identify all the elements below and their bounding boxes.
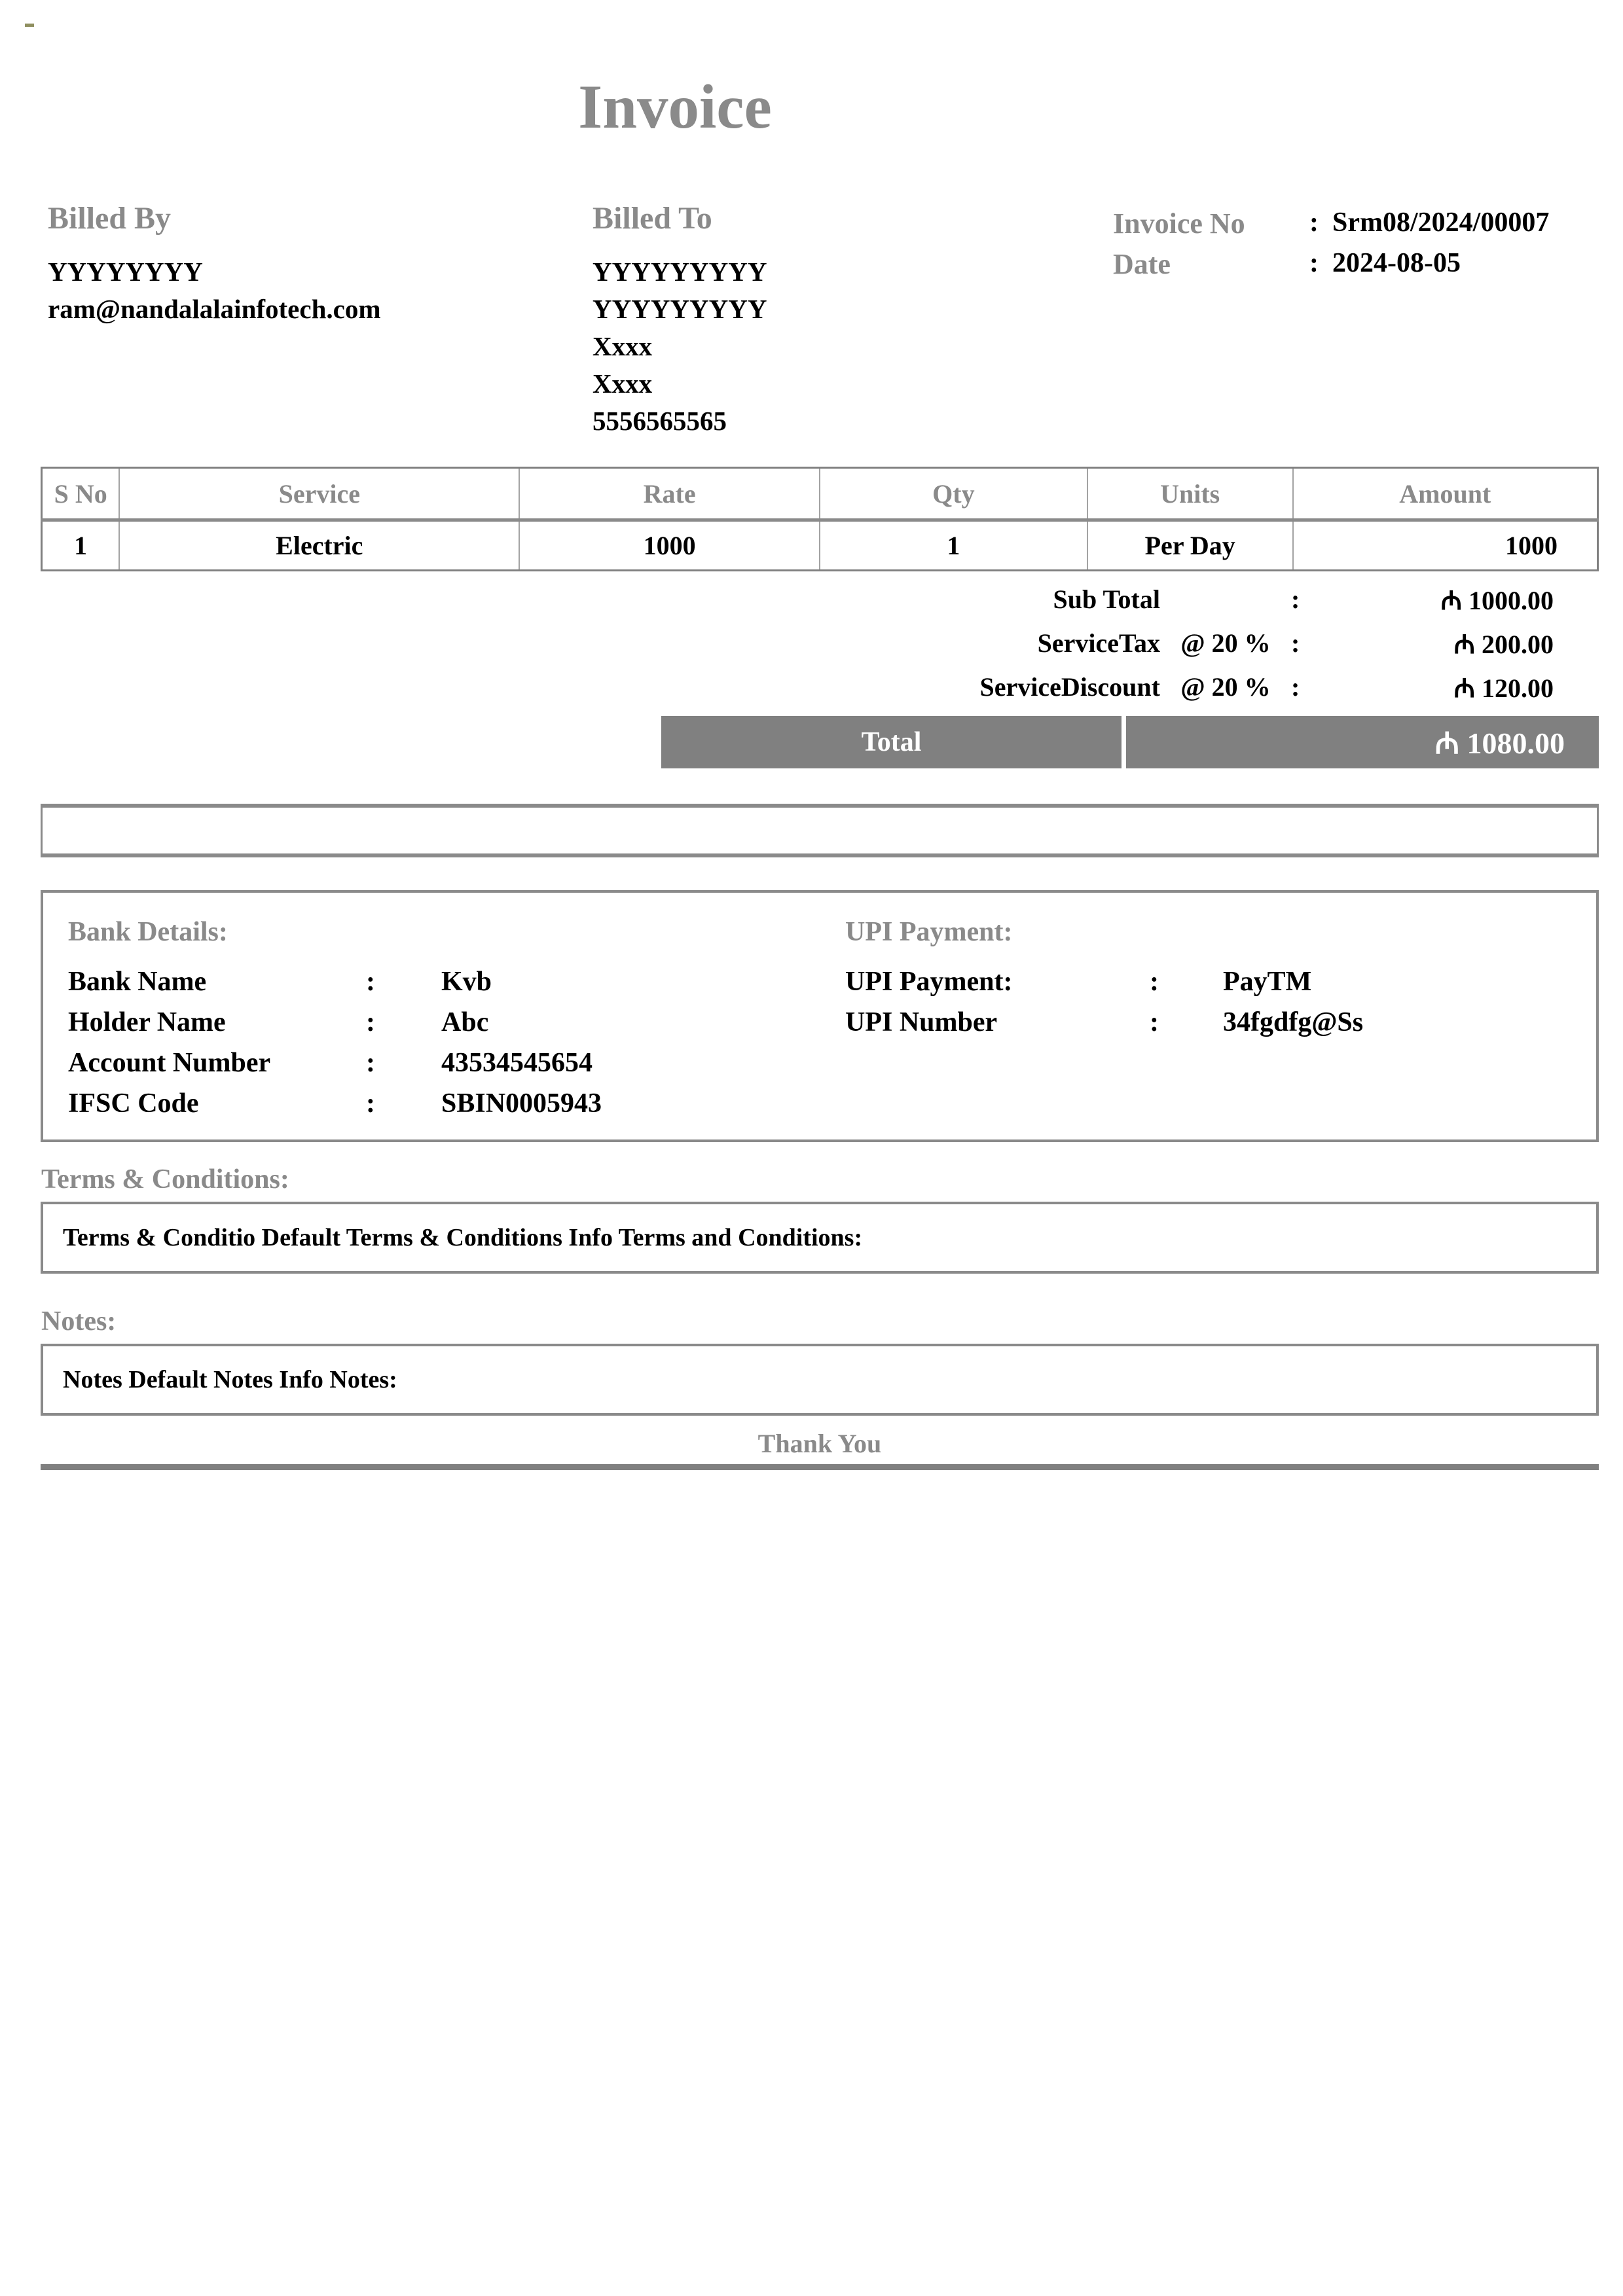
cell-amount: 1000 bbox=[1293, 520, 1598, 571]
empty-box bbox=[41, 804, 1599, 857]
header-service: Service bbox=[119, 468, 519, 520]
service-discount-rate: @ 20 % bbox=[1180, 672, 1271, 702]
service-discount-amount: ₼ 120.00 bbox=[1453, 673, 1554, 703]
subtotal-separator: : bbox=[1291, 584, 1300, 614]
upi-payment-row bbox=[845, 966, 1596, 1007]
billed-by-email: ram@nandalalainfotech.com bbox=[48, 294, 381, 324]
cell-sno: 1 bbox=[42, 520, 120, 571]
account-number-separator: : bbox=[366, 1048, 375, 1078]
upi-payment-separator: : bbox=[1150, 967, 1159, 997]
service-discount-row bbox=[695, 665, 1599, 709]
upi-number-value: 34fgdfg@Ss bbox=[1223, 1007, 1364, 1037]
header-qty: Qty bbox=[820, 468, 1087, 520]
billed-by-name: YYYYYYYY bbox=[48, 257, 203, 287]
total-label: Total bbox=[861, 727, 922, 757]
total-label-cell bbox=[661, 716, 1122, 768]
notes-heading: Notes: bbox=[41, 1306, 117, 1336]
service-tax-amount: ₼ 200.00 bbox=[1453, 630, 1554, 659]
billed-to-name-line: YYYYYYYYY bbox=[593, 257, 767, 287]
invoice-date-row bbox=[1113, 247, 1549, 288]
invoice-date-separator: : bbox=[1309, 248, 1319, 278]
subtotal-amount: ₼ 1000.00 bbox=[1440, 586, 1554, 615]
invoice-number-row bbox=[1113, 207, 1549, 247]
upi-payment-label: UPI Payment: bbox=[845, 967, 1013, 997]
upi-payment-value: PayTM bbox=[1223, 967, 1312, 997]
ifsc-code-label: IFSC Code bbox=[68, 1088, 199, 1119]
terms-heading: Terms & Conditions: bbox=[41, 1164, 289, 1194]
invoice-meta bbox=[1113, 207, 1549, 288]
billed-to-heading: Billed To bbox=[593, 201, 712, 236]
terms-content: Terms & Conditio Default Terms & Conditions Info Terms and Conditions: bbox=[63, 1224, 863, 1251]
ifsc-code-value: SBIN0005943 bbox=[441, 1088, 602, 1119]
account-number-row bbox=[68, 1047, 832, 1088]
upi-heading: UPI Payment: bbox=[845, 917, 1013, 947]
bank-name-row bbox=[68, 966, 832, 1007]
upi-number-separator: : bbox=[1150, 1007, 1159, 1037]
total-amount-cell bbox=[1126, 716, 1599, 768]
account-number-value: 43534545654 bbox=[441, 1048, 593, 1078]
holder-name-separator: : bbox=[366, 1007, 375, 1037]
bank-details-column bbox=[68, 916, 832, 1139]
corner-mark bbox=[25, 24, 34, 27]
bank-name-label: Bank Name bbox=[68, 967, 207, 997]
upi-column bbox=[832, 916, 1596, 1139]
notes-content: Notes Default Notes Info Notes: bbox=[63, 1366, 397, 1393]
terms-box bbox=[41, 1202, 1599, 1274]
header-sno: S No bbox=[42, 468, 120, 520]
bank-name-value: Kvb bbox=[441, 967, 492, 997]
service-tax-separator: : bbox=[1291, 628, 1300, 658]
billed-by-heading: Billed By bbox=[48, 201, 172, 236]
billed-to-phone: 5556565565 bbox=[593, 406, 727, 436]
service-tax-rate: @ 20 % bbox=[1180, 628, 1271, 658]
ifsc-code-separator: : bbox=[366, 1088, 375, 1119]
invoice-date-label: Date bbox=[1113, 248, 1171, 280]
upi-number-row bbox=[845, 1007, 1596, 1047]
holder-name-label: Holder Name bbox=[68, 1007, 226, 1037]
totals-section bbox=[695, 577, 1599, 709]
header-rate: Rate bbox=[519, 468, 820, 520]
cell-qty: 1 bbox=[820, 520, 1087, 571]
bank-name-separator: : bbox=[366, 967, 375, 997]
subtotal-row bbox=[695, 577, 1599, 621]
invoice-title: Invoice bbox=[578, 72, 772, 141]
total-bar bbox=[661, 716, 1599, 768]
holder-name-value: Abc bbox=[441, 1007, 489, 1037]
bottom-bar bbox=[41, 1464, 1599, 1470]
cell-service: Electric bbox=[119, 520, 519, 571]
header-units: Units bbox=[1087, 468, 1293, 520]
ifsc-code-row bbox=[68, 1088, 832, 1128]
cell-rate: 1000 bbox=[519, 520, 820, 571]
invoice-number-label: Invoice No bbox=[1113, 207, 1245, 240]
invoice-number-separator: : bbox=[1309, 207, 1319, 238]
bank-details-heading: Bank Details: bbox=[68, 917, 228, 947]
billed-to-name-line: YYYYYYYYY bbox=[593, 294, 767, 324]
holder-name-row bbox=[68, 1007, 832, 1047]
items-table-header-row bbox=[42, 468, 1598, 520]
notes-box bbox=[41, 1344, 1599, 1416]
thank-you-text: Thank You bbox=[757, 1429, 882, 1458]
account-number-label: Account Number bbox=[68, 1048, 271, 1078]
service-tax-label: ServiceTax bbox=[1037, 628, 1160, 658]
service-discount-label: ServiceDiscount bbox=[979, 672, 1160, 702]
billed-to-address-line: Xxxx bbox=[593, 368, 653, 399]
service-tax-row bbox=[695, 621, 1599, 665]
billed-to-address-line: Xxxx bbox=[593, 331, 653, 361]
header-amount: Amount bbox=[1293, 468, 1598, 520]
subtotal-label: Sub Total bbox=[1053, 584, 1160, 614]
billed-to-section bbox=[593, 200, 767, 440]
items-table-row bbox=[42, 520, 1598, 571]
invoice-date-value: 2024-08-05 bbox=[1332, 248, 1461, 278]
billed-by-section bbox=[48, 200, 380, 328]
items-table bbox=[41, 467, 1599, 571]
bank-upi-box bbox=[41, 890, 1599, 1142]
service-discount-separator: : bbox=[1291, 672, 1300, 702]
upi-number-label: UPI Number bbox=[845, 1007, 998, 1037]
invoice-number-value: Srm08/2024/00007 bbox=[1332, 207, 1550, 238]
total-amount: ₼ 1080.00 bbox=[1434, 726, 1565, 760]
cell-units: Per Day bbox=[1087, 520, 1293, 571]
